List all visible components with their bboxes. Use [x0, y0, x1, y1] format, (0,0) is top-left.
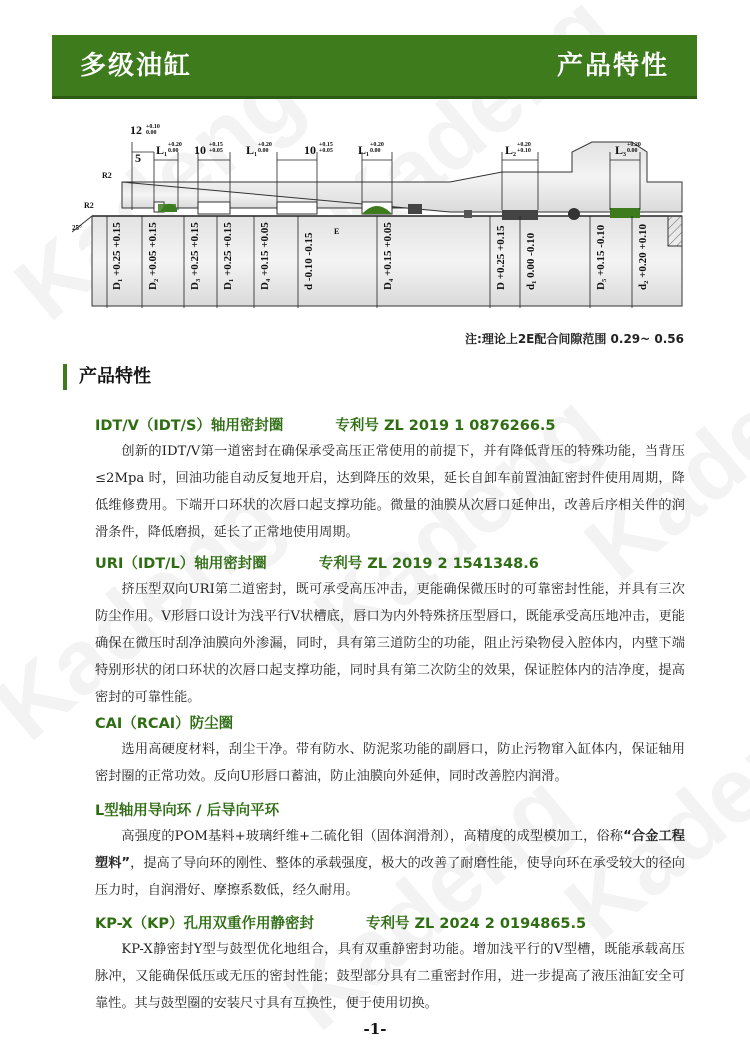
- block-title: [95, 414, 685, 435]
- dim-label: 10: [194, 143, 206, 157]
- product-description: KP-X静密封Y型与鼓型优化地组合，具有双重静密封功能。增加浅平行的V型槽，既能承载高压脉冲，又能确保低压或无压的密封性能；鼓型部分具有二重密封作用，进一步提高了液压油缸安全可靠性。其与鼓型圈的安装尺寸具有互换性，便于使用切换。: [95, 942, 685, 1011]
- dim-label-bottom: D₃ +0.25 +0.15: [189, 222, 201, 290]
- dim-label-bottom: D₄ +0.15 +0.05: [259, 222, 271, 290]
- dim-tol: +0.05: [209, 148, 223, 154]
- dim-label-bottom: D₂ +0.05 +0.15: [147, 222, 159, 290]
- product-block-uri: [95, 552, 685, 711]
- angle-label: 25°: [72, 224, 82, 232]
- dim-label-bottom: D₄ +0.15 +0.05: [382, 222, 394, 290]
- dim-label-bottom: D₁ +0.25 +0.15: [222, 222, 234, 290]
- dim-tol: +0.10: [517, 148, 531, 154]
- dim-tol: +0.20: [627, 142, 641, 148]
- patent-number: 专利号 ZL 2019 1 0876266.5: [335, 418, 556, 434]
- section-title: 产品特性: [63, 364, 151, 390]
- product-block-guide-ring: [95, 799, 685, 904]
- dim-label: 10: [304, 143, 316, 157]
- dim-label: L: [246, 143, 255, 157]
- dim-tol: 0.00: [258, 148, 269, 154]
- dim-tol: +0.15: [319, 142, 333, 148]
- patent-number: 专利号 ZL 2019 2 1541348.6: [318, 556, 539, 572]
- product-name: KP-X（KP）孔用双重作用静密封: [95, 916, 314, 932]
- header-title-left: 多级油缸: [80, 51, 193, 81]
- product-description: [95, 823, 685, 904]
- product-description: 选用高硬度材料，刮尘干净。带有防水、防泥浆功能的副唇口，防止污物窜入缸体内，保证轴用密封圈的正常功效。反向U形唇口蓄油，防止油膜向外延伸，同时改善腔内润滑。: [95, 742, 685, 784]
- dim-tol: +0.20: [517, 142, 531, 148]
- dim-tol: 1: [164, 152, 167, 158]
- patent-number: 专利号 ZL 2024 2 0194865.5: [366, 916, 587, 932]
- seal-groove-drawing: [72, 112, 698, 312]
- dim-tol: 3: [623, 152, 626, 158]
- dim-label: L: [615, 143, 624, 157]
- dim-label: L: [156, 143, 165, 157]
- header-bar: [52, 35, 697, 99]
- product-name: CAI（RCAI）防尘圈: [95, 716, 234, 732]
- dim-tol: +0.05: [319, 148, 333, 154]
- product-name: IDT/V（IDT/S）轴用密封圈: [95, 418, 284, 434]
- dim-label: L: [358, 143, 367, 157]
- dim-label-bottom: d -0.10 -0.15: [303, 232, 315, 290]
- dim-label: L: [505, 143, 514, 157]
- description-part: 高强度的POM基料+玻璃纤维+二硫化钼（固体润滑剂），高精度的成型模加工，俗称: [121, 829, 624, 844]
- product-block-kpx: [95, 912, 685, 1017]
- dim-label-bottom: D +0.25 +0.15: [495, 225, 507, 290]
- e-label: E: [334, 227, 340, 236]
- dim-tol: +0.20: [370, 142, 384, 148]
- dim-tol: 0.00: [146, 130, 157, 136]
- dim-tol: +0.20: [168, 142, 182, 148]
- clearance-note: 注:理论上2E配合间隙范围 0.29~ 0.56: [465, 332, 684, 346]
- dim-tol: +0.20: [258, 142, 272, 148]
- dim-tol: 2: [513, 152, 516, 158]
- product-block-cai: [95, 712, 685, 790]
- radius-label: R2: [84, 201, 94, 210]
- block-title: [95, 552, 685, 573]
- product-description: 挤压型双向URI第二道密封，既可承受高压冲击，更能确保微压时的可靠密封性能，并具有三次防尘作用。V形唇口设计为浅平行V状槽底，唇口为内外特殊挤压型唇口，既能承受高压地冲击，更能确保在微压时刮净油膜向外渗漏，同时，具有第三道防尘的功能，阻止污染物侵入腔体内，内壁下端特别形状的闭口环状的次唇口起支撑功能，同时具有第二次防尘的效果，保证腔体内的洁净度，提高密封的可靠性能。: [95, 582, 685, 705]
- product-name: L型轴用导向环 / 后导向平环: [95, 803, 280, 819]
- dim-tol: 0.00: [627, 148, 638, 154]
- dim-label-bottom: D₁ +0.25 +0.15: [111, 222, 123, 290]
- radius-label: R2: [102, 171, 112, 180]
- dim-label: 12: [130, 123, 142, 137]
- dim-tol: +0.15: [209, 142, 223, 148]
- dim-label: 5: [135, 151, 141, 165]
- dim-label-bottom: d₁ 0.00 -0.10: [525, 232, 537, 290]
- block-title: [95, 799, 685, 820]
- product-block-idt: [95, 414, 685, 546]
- emphasis-text: “合金工程塑料”: [95, 829, 685, 871]
- block-title: [95, 712, 685, 733]
- product-description: 创新的IDT/V第一道密封在确保承受高压正常使用的前提下，并有降低背压的特殊功能，当背压≤2Mpa 时，回油功能自动反复地开启，达到降压的效果，延长自卸车前置油缸密封件使用周期，降低维修费用。下端开口环状的次唇口起支撑功能。微量的油膜从次唇口延伸出，改善后序相关件的润滑条件，降低磨损，延长了正常地使用周期。: [95, 444, 685, 540]
- block-title: [95, 912, 685, 933]
- header-title-right: 产品特性: [556, 51, 669, 81]
- dim-label-bottom: D₅ +0.15 -0.10: [595, 224, 607, 290]
- dim-tol: 1: [366, 152, 369, 158]
- description-part: ，提高了导向环的刚性、整体的承载强度，极大的改善了耐磨性能，使导向环在承受较大的径向压力时，自润滑好、摩擦系数低，经久耐用。: [95, 856, 685, 898]
- dim-tol: 1: [254, 152, 257, 158]
- dim-tol: 0.00: [370, 148, 381, 154]
- dim-tol: +0.10: [146, 124, 160, 130]
- product-name: URI（IDT/L）轴用密封圈: [95, 556, 267, 572]
- dim-tol: 0.00: [168, 148, 179, 154]
- dim-label-bottom: d₂ +0.20 +0.10: [637, 224, 649, 290]
- page-number: -1-: [363, 1020, 387, 1038]
